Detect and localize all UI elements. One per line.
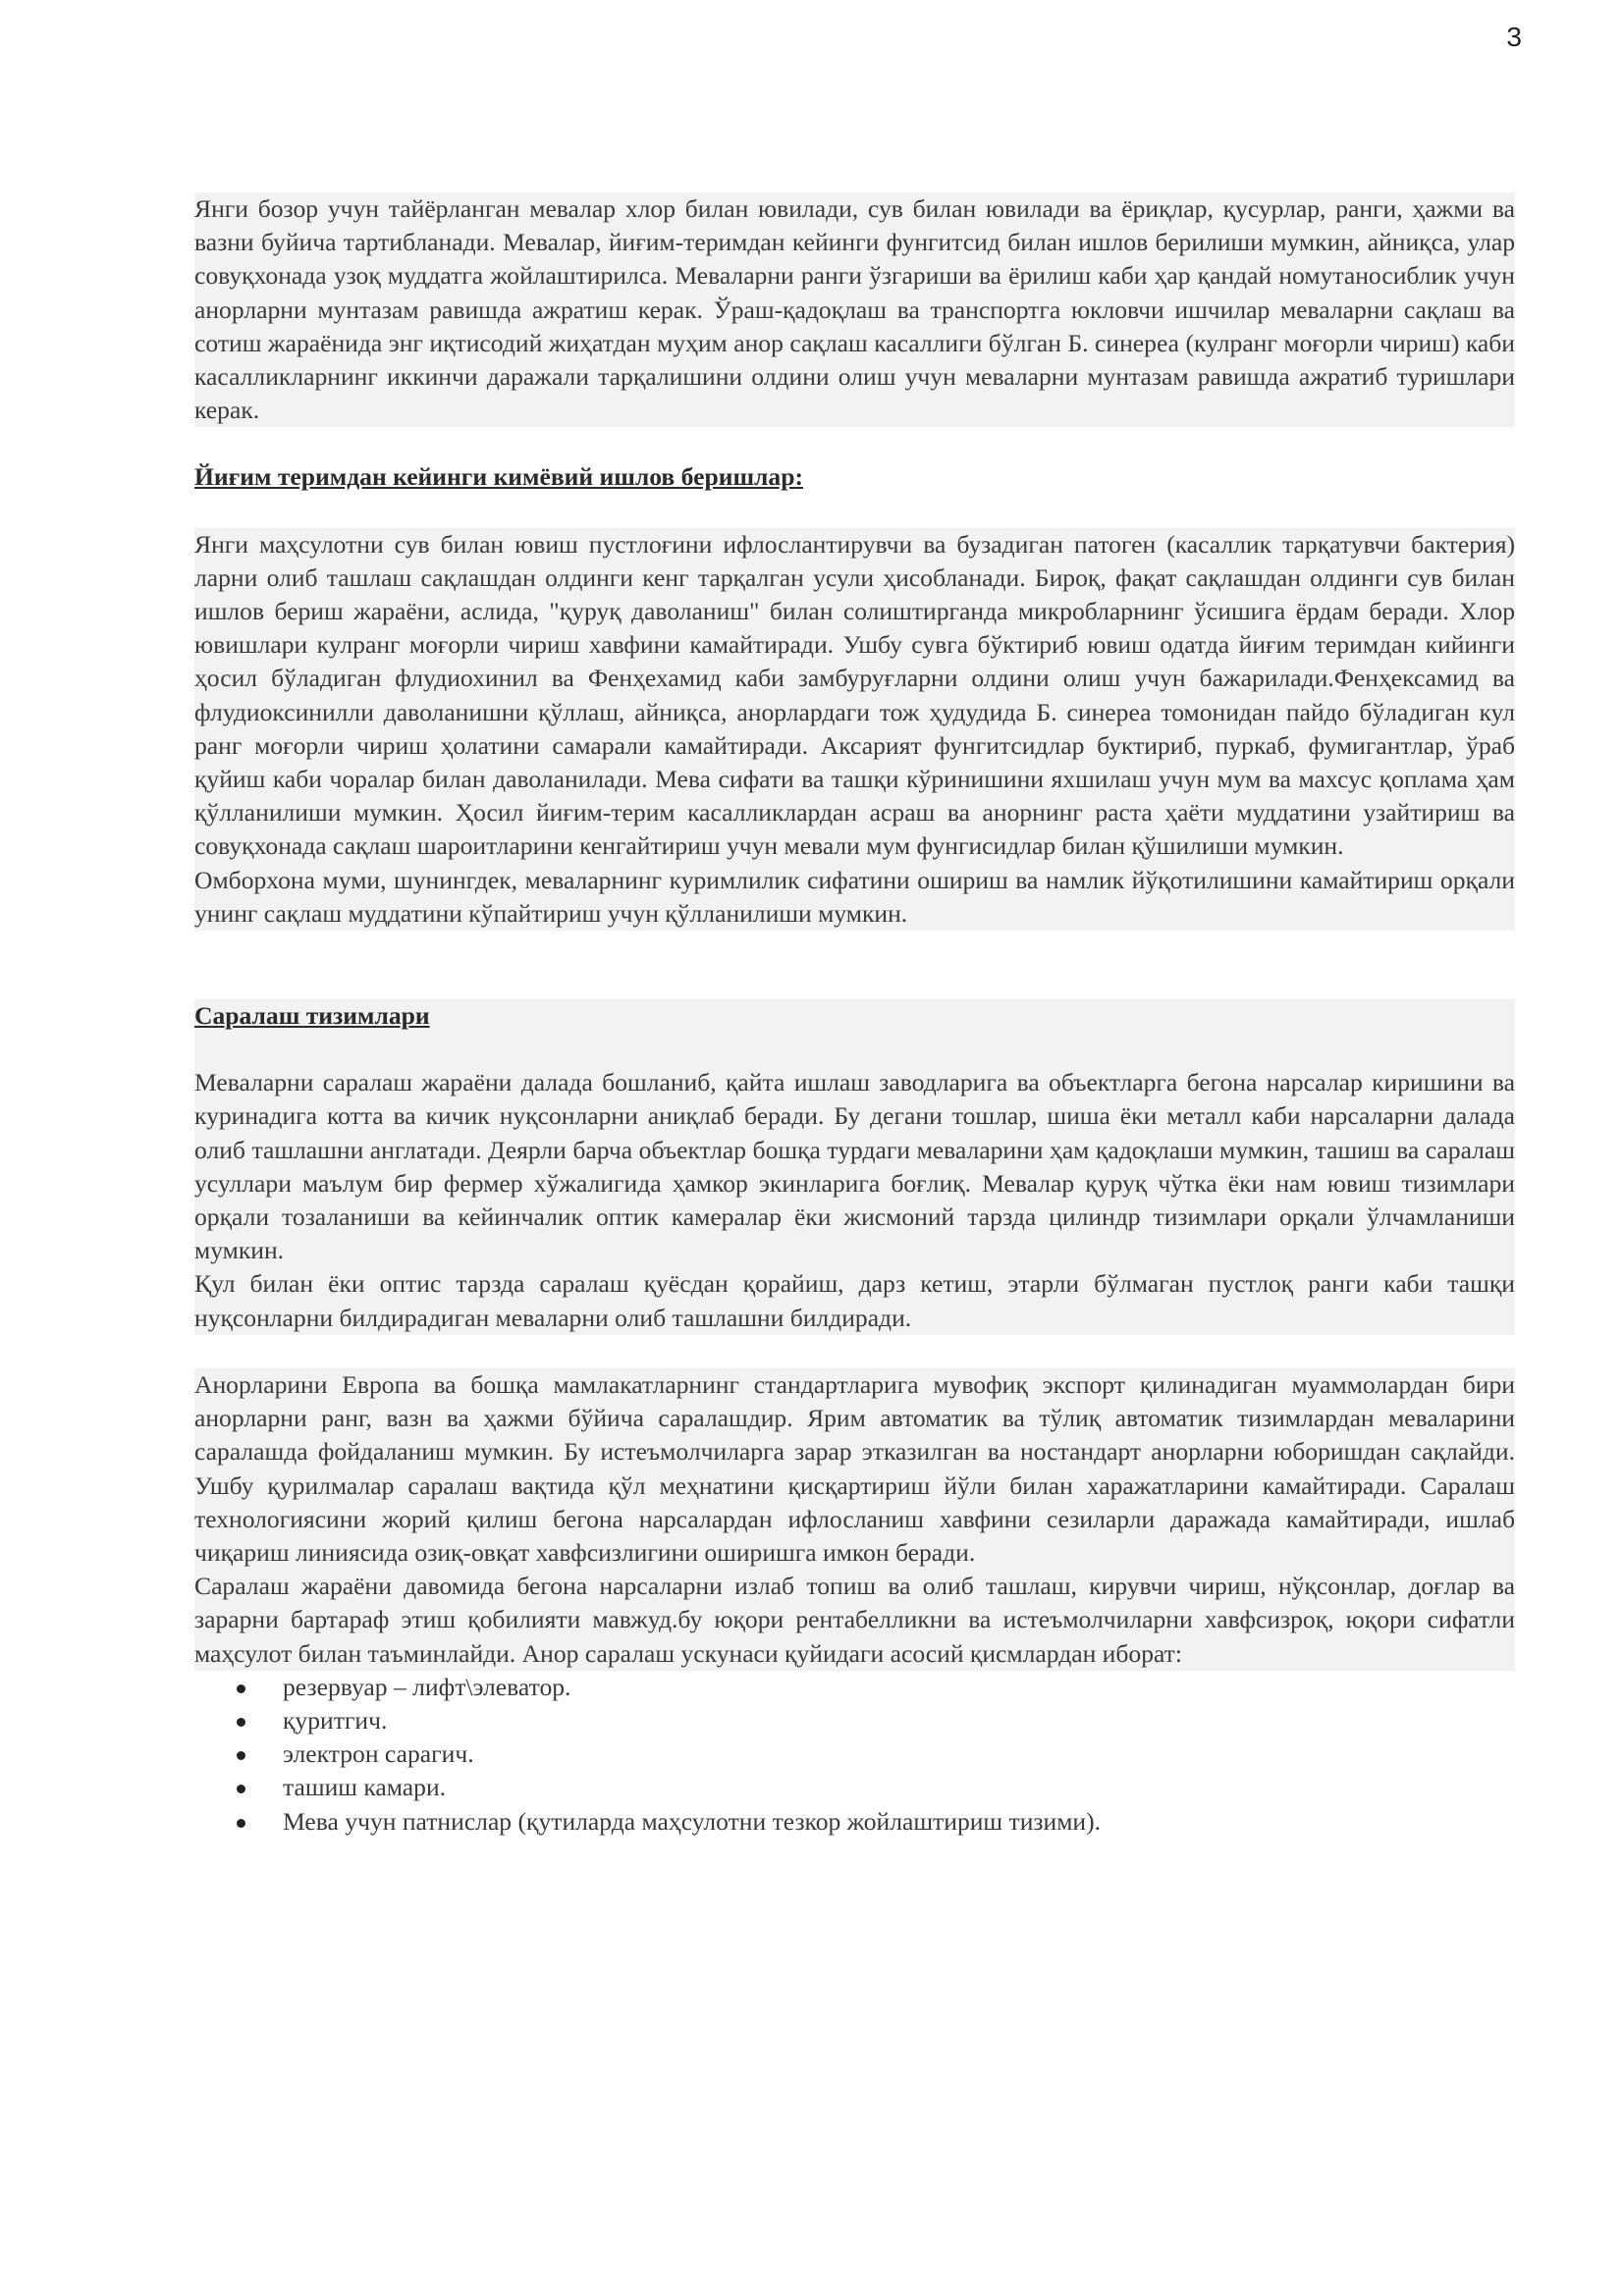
list-item-text: электрон сарагич. (283, 1739, 474, 1769)
bullet-icon (237, 1785, 245, 1793)
page-number: 3 (1506, 22, 1522, 52)
list-item (283, 1704, 1515, 1737)
bullet-icon (237, 1718, 245, 1727)
bullet-icon (237, 1684, 245, 1693)
paragraph-export-sorting: Анорларини Европа ва бошқа мамлакатларнинг стандартларига мувофиқ экспорт қилинадиган муаммолардан бири анорларни ранг, вазн ва ҳажми бўйича саралашдир. Ярим автоматик ва тўлиқ автоматик тизимлардан меваларини саралашда фойдаланиш мумкин. Бу истеъмолчиларга зарар этказилган ва ностандарт анорларни юборишдан сақлайди. Ушбу қурилмалар саралаш вақтида қўл меҳнатини қисқартириш йўли билан харажатларини камайтиради. Саралаш технологиясини жорий қилиш бегона нарсалардан ифлосланиш хавфини сезиларли даражада камайтиради, ишлаб чиқариш линиясида озиқ-овқат хавфсизлигини оширишга имкон беради. (194, 1368, 1515, 1570)
spacer (194, 931, 1515, 999)
spacer (194, 1033, 1515, 1066)
bullet-icon (237, 1819, 245, 1828)
spacer (194, 495, 1515, 528)
section-heading-post-harvest-chemical: Йиғим теримдан кейинги кимёвий ишлов беришлар: (194, 462, 803, 492)
spacer (194, 427, 1515, 460)
paragraph-storage-wax: Омборхона муми, шунингдек, меваларнинг куримлилик сифатини ошириш ва намлик йўқотилишини камайтириш орқали унинг сақлаш муддатини кўпайтириш учун қўлланилиши мумкин. (194, 864, 1515, 931)
equipment-parts-list (194, 1671, 1515, 1839)
section-heading-sorting-systems: Саралаш тизимлари (194, 1001, 430, 1031)
list-item-text: резервуар – лифт\элеватор. (283, 1672, 571, 1701)
list-item-text: Мева учун патнислар (қутиларда маҳсулотни тезкор жойлаштириш тизими). (283, 1806, 1102, 1836)
list-item (283, 1771, 1515, 1804)
list-item (283, 1671, 1515, 1704)
document-body (194, 192, 1515, 1839)
paragraph-sorting-field: Меваларни саралаш жараёни далада бошланиб, қайта ишлаш заводларига ва объектларга бегона нарсалар киришини ва куринадига котта ва кичик нуқсонларни аниқлаб беради. Бу дегани тошлар, шиша ёки металл каби нарсаларни далада олиб ташлашни англатади. Деярли барча объектлар бошқа турдаги меваларини ҳам қадоқлаши мумкин, ташиш ва саралаш усуллари маълум бир фермер хўжалигида ҳамкор экинларига боғлиқ. Мевалар қуруқ чўтка ёки нам ювиш тизимлари орқали тозаланиши ва кейинчалик оптик камералар ёки жисмоний тарзда цилиндр тизимлари орқали ўлчамланиши мумкин. (194, 1066, 1515, 1267)
list-item (283, 1737, 1515, 1771)
section-heading-block (194, 999, 1515, 1033)
bullet-icon (237, 1751, 245, 1760)
paragraph-intro: Янги бозор учун тайёрланган мевалар хлор билан ювилади, сув билан ювилади ва ёриқлар, қусурлар, ранги, ҳажми ва вазни буйича тартибланади. Мевалар, йиғим-теримдан кейинги фунгитсид билан ишлов берилиши мумкин, айниқса, улар совуқхонада узоқ муддатга жойлаштирилса. Меваларни ранги ўзгариши ва ёрилиш каби ҳар қандай номутаносиблик учун анорларни мунтазам равишда ажратиш керак. Ўраш-қадоқлаш ва транспортга юкловчи ишчилар меваларни сақлаш ва сотиш жараёнида энг иқтисодий жиҳатдан муҳим анор сақлаш касаллиги бўлган Б. синереа (кулранг моғорли чириш) каби касалликларнинг иккинчи даражали тарқалишини олдини олиш учун меваларни мунтазам равишда ажратиб туришлари керак. (194, 192, 1515, 427)
paragraph-manual-sorting: Қул билан ёки оптис тарзда саралаш қуёсдан қорайиш, дарз кетиш, этарли бўлмаган пустлоқ ранги каби ташқи нуқсонларни билдирадиган меваларни олиб ташлашни билдиради. (194, 1267, 1515, 1334)
list-item-text: қуритгич. (283, 1705, 388, 1735)
list-item-text: ташиш камари. (283, 1773, 447, 1802)
list-item (283, 1805, 1515, 1839)
paragraph-washing: Янги маҳсулотни сув билан ювиш пустлоғини ифлослантирувчи ва бузадиган патоген (касаллик тарқатувчи бактерия) ларни олиб ташлаш сақлашдан олдинги кенг тарқалган усули ҳисобланади. Бироқ, фақат сақлашдан олдинги сув билан ишлов бериш жараёни, аслида, "қуруқ даволаниш" билан солиштирганда микробларнинг ўсишига ёрдам беради. Хлор ювишлари кулранг моғорли чириш хавфини камайтиради. Ушбу сувга бўктириб ювиш одатда йиғим теримдан кийинги ҳосил бўладиган флудиохинил ва Фенҳехамид каби замбуруғларни олдини олиш учун бажарилади.Фенҳексамид ва флудиоксинилли даволанишни қўллаш, айниқса, анорлардаги тож ҳудудида Б. синереа томонидан пайдо бўладиган кул ранг моғорли чириш ҳолатини самарали камайтиради. Аксарият фунгитсидлар буктириб, пуркаб, фумигантлар, ўраб қуйиш каби чоралар билан даволанилади. Мева сифати ва ташқи кўринишини яхшилаш учун мум ва махсус қоплама ҳам қўлланилиши мумкин. Ҳосил йиғим-терим касалликлардан асраш ва анорнинг раста ҳаёти муддатини узайтириш ва совуқхонада сақлаш шароитларини кенгайтириш учун мевали мум фунгисидлар билан қўшилиши мумкин. (194, 528, 1515, 864)
spacer (194, 1335, 1515, 1368)
paragraph-sorting-equipment: Саралаш жараёни давомида бегона нарсаларни излаб топиш ва олиб ташлаш, кирувчи чириш, нўқсонлар, доғлар ва зарарни бартараф этиш қобилияти мавжуд.бу юқори рентабелликни ва истеъмолчиларни хавфсизроқ, юқори сифатли маҳсулот билан таъминлайди. Анор саралаш ускунаси қуйидаги асосий қисмлардан иборат: (194, 1570, 1515, 1671)
